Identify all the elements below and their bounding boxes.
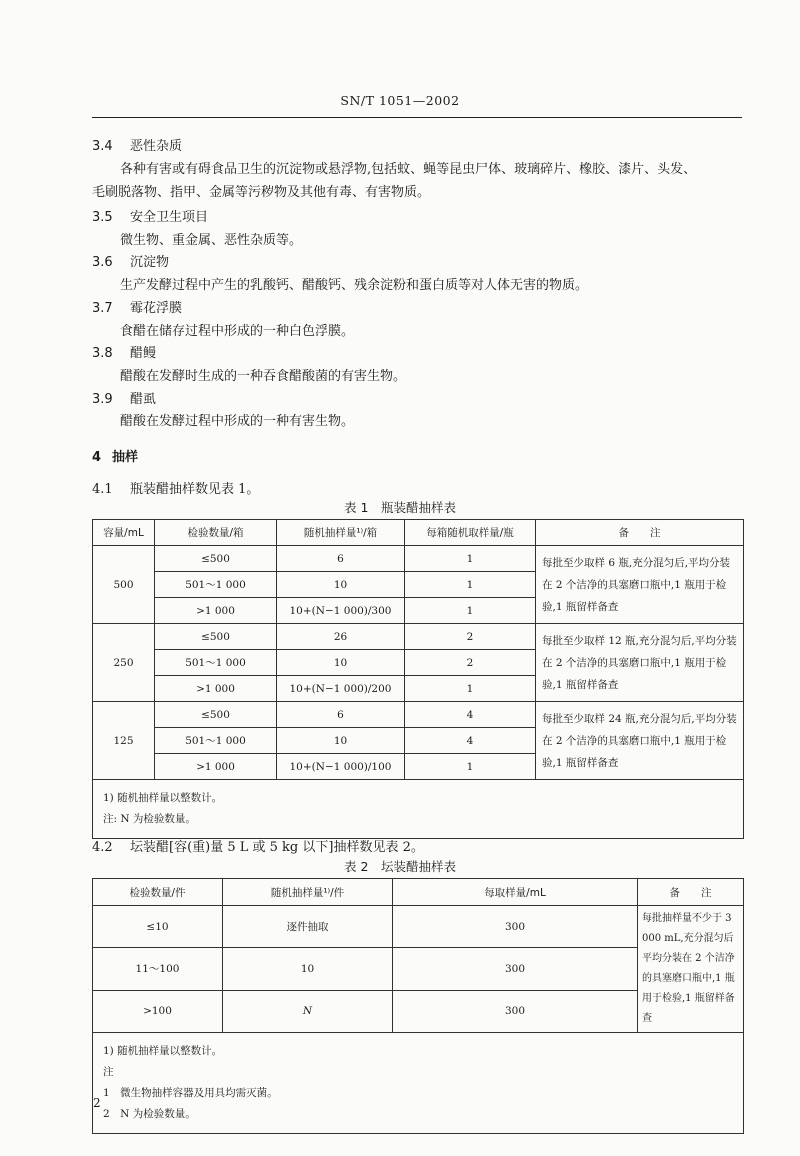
cell: 10+(N−1 000)/200 [277,676,405,702]
section-3-8-heading: 3.8 醋鳗 [92,346,157,361]
cell: 10+(N−1 000)/100 [277,754,405,780]
cell: 501～1 000 [155,650,277,676]
section-3-6-text: 生产发酵过程中产生的乳酸钙、醋酸钙、残余淀粉和蛋白质等对人体无害的物质。 [120,278,589,293]
note-line: 1) 随机抽样量以整数计。 [103,1045,223,1057]
volume-cell: 250 [93,624,155,702]
cell: 10 [223,948,393,990]
header-remark: 备 注 [536,520,744,546]
header-inspection-qty: 检验数量/件 [93,879,223,906]
cell: 6 [277,702,405,728]
cell: ≤10 [93,906,223,948]
cell: ≤500 [155,702,277,728]
section-3-9-heading: 3.9 醋虱 [92,392,157,407]
remark-cell: 每批抽样量不少于 3 000 mL,充分混匀后平均分装在 2 个洁净的具塞磨口瓶中,1 瓶用于检验,1 瓶留样备查 [638,906,744,1033]
standard-code: SN/T 1051—2002 [340,93,460,108]
remark-cell: 每批至少取样 6 瓶,充分混匀后,平均分装在 2 个洁净的具塞磨口瓶中,1 瓶用于检验,1 瓶留样备查 [536,546,744,624]
cell: 10 [277,728,405,754]
section-3-7-text: 食醋在储存过程中形成的一种白色浮膜。 [120,324,355,339]
table-1-caption: 表 1 瓶装醋抽样表 [344,500,456,515]
cell: 1 [405,676,536,702]
cell: >1 000 [155,754,277,780]
page-number: 2 [93,1096,101,1110]
cell: 300 [393,948,638,990]
cell: >1 000 [155,598,277,624]
cell: 1 [405,572,536,598]
note-line: 1 微生物抽样容器及用具均需灭菌。 [103,1087,278,1099]
cell: 26 [277,624,405,650]
cell: ≤500 [155,546,277,572]
volume-cell: 125 [93,702,155,780]
section-3-4-text-2: 毛刷脱落物、指甲、金属等污秽物及其他有毒、有害物质。 [92,185,431,200]
cell: 1 [405,598,536,624]
cell: 4 [405,702,536,728]
header-sample-volume: 每取样量/mL [393,879,638,906]
note-line: 1) 随机抽样量以整数计。 [103,792,223,804]
section-4-1-text: 4.1 瓶装醋抽样数见表 1。 [92,482,260,497]
header-bottles-per-case: 每箱随机取样量/瓶 [405,520,536,546]
table-2-notes [93,1033,744,1134]
cell: >1 000 [155,676,277,702]
table-2-caption: 表 2 坛装醋抽样表 [344,859,456,874]
cell: 10 [277,650,405,676]
cell: 300 [393,906,638,948]
cell: 1 [405,754,536,780]
note-line: 注 [103,1066,114,1078]
cell: 2 [405,650,536,676]
cell: 501～1 000 [155,572,277,598]
header-inspection-qty: 检验数量/箱 [155,520,277,546]
header-remark: 备 注 [638,879,744,906]
section-3-4-heading: 3.4 恶性杂质 [92,139,183,154]
header-rule [92,117,742,118]
table-2 [92,878,744,1134]
table-2-notes-row [93,1033,744,1134]
cell: >100 [93,990,223,1032]
cell: 300 [393,990,638,1032]
cell: 501～1 000 [155,728,277,754]
section-3-9-text: 醋酸在发酵过程中形成的一种有害生物。 [120,414,355,429]
table-1 [92,519,744,839]
table-row [93,702,744,728]
header-random-sample: 随机抽样量¹⁾/件 [223,879,393,906]
header-volume: 容量/mL [93,520,155,546]
section-4-2-text: 4.2 坛装醋[容(重)量 5 L 或 5 kg 以下]抽样数见表 2。 [92,840,424,855]
cell: 逐件抽取 [223,906,393,948]
cell: 11～100 [93,948,223,990]
cell: ≤500 [155,624,277,650]
section-3-8-text: 醋酸在发酵时生成的一种吞食醋酸菌的有害生物。 [120,369,407,384]
note-line: 2 N 为检验数量。 [103,1108,196,1120]
cell: 10 [277,572,405,598]
note-line: 注: N 为检验数量。 [103,813,196,825]
table-row [93,624,744,650]
remark-cell: 每批至少取样 24 瓶,充分混匀后,平均分装在 2 个洁净的具塞磨口瓶中,1 瓶用于检验,1 瓶留样备查 [536,702,744,780]
section-3-4-text-1: 各种有害或有碍食品卫生的沉淀物或悬浮物,包括蚊、蝇等昆虫尸体、玻璃碎片、橡胶、漆片、头发、 [120,162,697,177]
table-1-notes [93,780,744,839]
table-row [93,906,744,948]
section-3-5-text: 微生物、重金属、恶性杂质等。 [120,233,303,248]
cell: 1 [405,546,536,572]
cell: 2 [405,624,536,650]
table-1-notes-row [93,780,744,839]
header-random-sample: 随机抽样量¹⁾/箱 [277,520,405,546]
section-3-5-heading: 3.5 安全卫生项目 [92,210,209,225]
section-3-6-heading: 3.6 沉淀物 [92,255,170,270]
cell: 6 [277,546,405,572]
cell: 10+(N−1 000)/300 [277,598,405,624]
chapter-4-heading: 4 抽样 [92,450,139,465]
table-row [93,546,744,572]
remark-cell: 每批至少取样 12 瓶,充分混匀后,平均分装在 2 个洁净的具塞磨口瓶中,1 瓶用于检验,1 瓶留样备查 [536,624,744,702]
cell: 4 [405,728,536,754]
table-2-header-row [93,879,744,906]
cell: N [223,990,393,1032]
table-1-header-row [93,520,744,546]
volume-cell: 500 [93,546,155,624]
section-3-7-heading: 3.7 霉花浮膜 [92,301,183,316]
